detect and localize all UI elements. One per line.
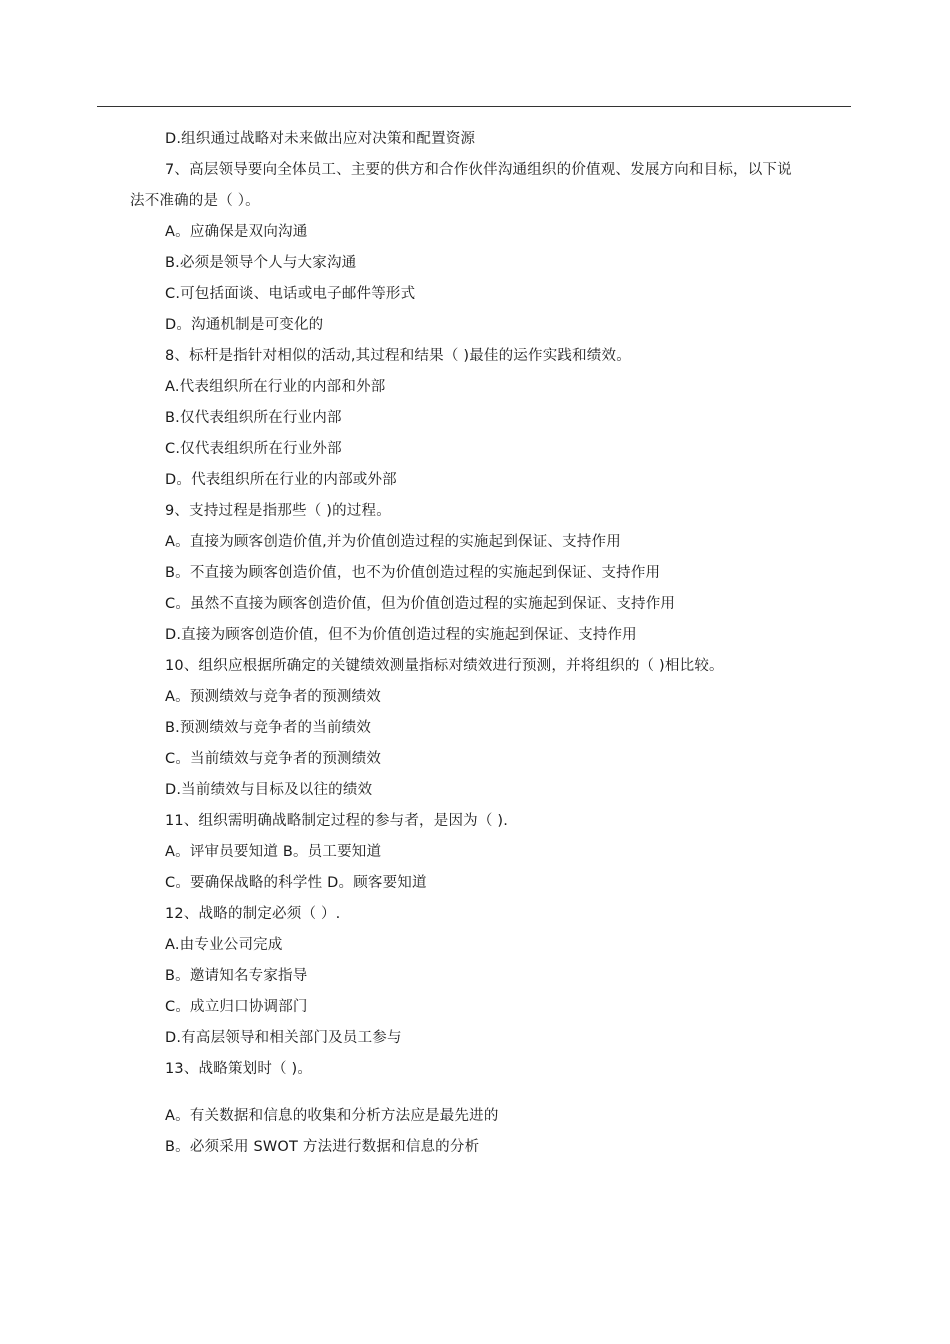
- question-11: 11、组织需明确战略制定过程的参与者，是因为（ ).: [165, 813, 509, 829]
- option-7a: A。应确保是双向沟通: [165, 224, 308, 240]
- header-rule: [97, 106, 851, 107]
- option-8d: D。代表组织所在行业的内部或外部: [165, 472, 397, 488]
- option-8b: B.仅代表组织所在行业内部: [165, 410, 342, 426]
- option-10b: B.预测绩效与竞争者的当前绩效: [165, 720, 372, 736]
- option-9a: A。直接为顾客创造价值,并为价值创造过程的实施起到保证、支持作用: [165, 534, 621, 550]
- spacer: [0, 1085, 950, 1101]
- option-10a: A。预测绩效与竞争者的预测绩效: [165, 689, 381, 705]
- question-13: 13、战略策划时（ )。: [165, 1061, 313, 1077]
- option-6d: D.组织通过战略对未来做出应对决策和配置资源: [165, 131, 476, 147]
- option-7b: B.必须是领导个人与大家沟通: [165, 255, 357, 271]
- option-12a: A.由专业公司完成: [165, 937, 283, 953]
- options-11ab: A。评审员要知道 B。员工要知道: [165, 844, 382, 860]
- option-9b: B。不直接为顾客创造价值，也不为价值创造过程的实施起到保证、支持作用: [165, 565, 661, 581]
- question-9: 9、支持过程是指那些（ )的过程。: [165, 503, 391, 519]
- question-8: 8、标杆是指针对相似的活动,其过程和结果（ )最佳的运作实践和绩效。: [165, 348, 631, 364]
- question-7-continued: 法不准确的是（ ）。: [130, 193, 260, 209]
- option-8c: C.仅代表组织所在行业外部: [165, 441, 342, 457]
- option-10d: D.当前绩效与目标及以往的绩效: [165, 782, 373, 798]
- options-11cd: C。要确保战略的科学性 D。顾客要知道: [165, 875, 427, 891]
- option-13a: A。有关数据和信息的收集和分析方法应是最先进的: [165, 1108, 499, 1124]
- option-12d: D.有高层领导和相关部门及员工参与: [165, 1030, 402, 1046]
- option-10c: C。当前绩效与竞争者的预测绩效: [165, 751, 382, 767]
- option-12b: B。邀请知名专家指导: [165, 968, 308, 984]
- question-10: 10、组织应根据所确定的关键绩效测量指标对绩效进行预测，并将组织的（ )相比较。: [165, 658, 724, 674]
- option-7c: C.可包括面谈、电话或电子邮件等形式: [165, 286, 416, 302]
- question-7: 7、高层领导要向全体员工、主要的供方和合作伙伴沟通组织的价值观、发展方向和目标，以下说: [165, 162, 792, 178]
- document-body: [0, 124, 950, 1163]
- option-9d: D.直接为顾客创造价值，但不为价值创造过程的实施起到保证、支持作用: [165, 627, 637, 643]
- option-8a: A.代表组织所在行业的内部和外部: [165, 379, 386, 395]
- option-9c: C。虽然不直接为顾客创造价值，但为价值创造过程的实施起到保证、支持作用: [165, 596, 676, 612]
- option-13b: B。必须采用 SWOT 方法进行数据和信息的分析: [165, 1139, 480, 1155]
- option-12c: C。成立归口协调部门: [165, 999, 308, 1015]
- option-7d: D。沟通机制是可变化的: [165, 317, 324, 333]
- question-12: 12、战略的制定必须（ ）.: [165, 906, 341, 922]
